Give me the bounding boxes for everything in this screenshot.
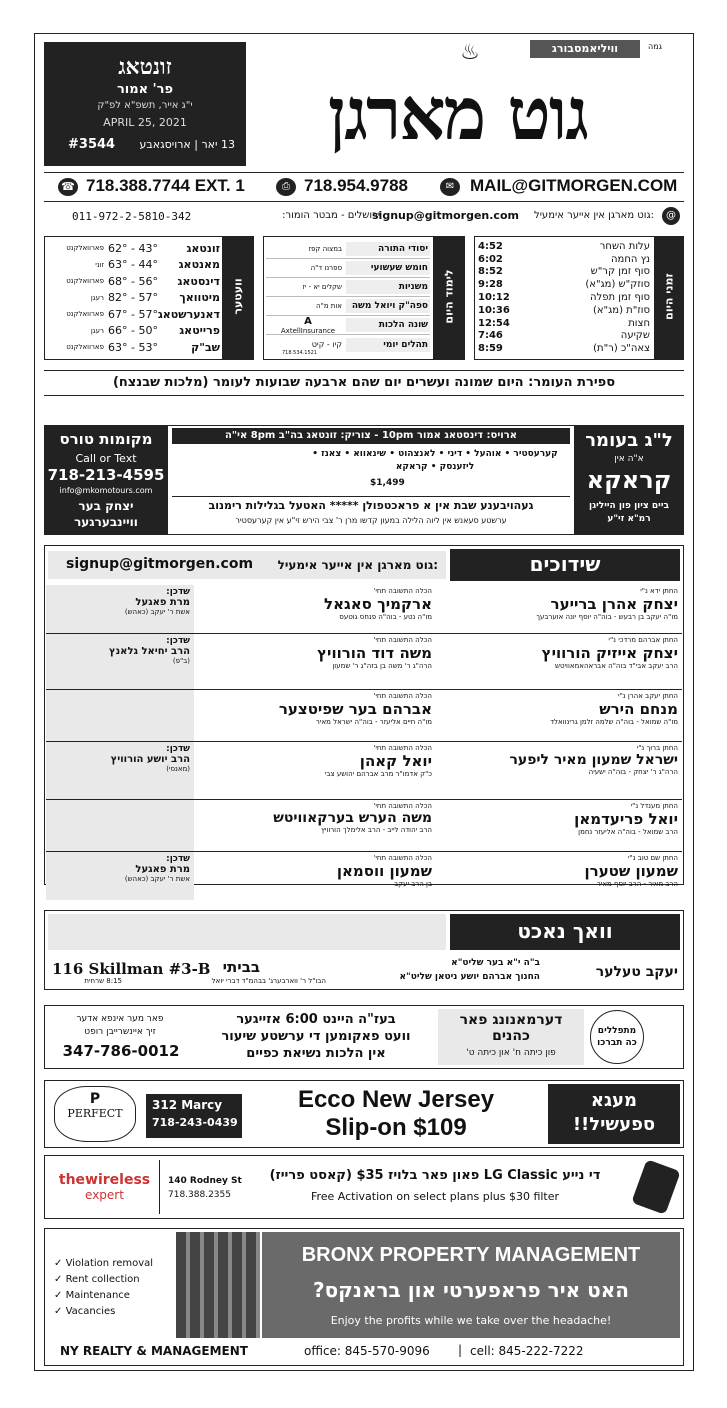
weather-temp: 67° - 57° [108,307,158,321]
sponsor-name: AxtellInsurance [280,326,336,335]
kallah-name: שמעון ווסמאן [336,862,432,880]
wireless-logo-1: thewireless [58,1172,151,1188]
weather-row [50,323,220,340]
zman-label: סוף זמן קר"ש [590,266,650,278]
shidduch-row [46,585,682,634]
kallah-name: משה דוד הורוויץ [317,644,432,662]
masthead-day: זונטאג [118,54,172,80]
kallah-sub: כ"ק אדמו"ר מרב אברהם יהושע צבי [324,770,432,778]
perfect-logo-text: PERFECT [67,1107,123,1120]
shadchan-sub: אשת ר' יעקב (כאהש) [124,608,190,616]
shadchan-name: הרב יושע הורוויץ [110,754,190,765]
weather-row [50,339,220,356]
shadchan-name: מרת פאגעל [135,597,190,608]
vach-nacht-line2: החנוך אברהם יושע ניטאן שליט"א [399,972,540,982]
weather-day: זונטאג [186,241,220,255]
property-list-label: Vacancies [65,1306,116,1317]
weather-desc: פארוואלקנט [66,277,104,286]
weather-desc: פארוואלקנט [66,244,104,253]
kallah-name: ארקמיך סאגאל [324,595,432,613]
limud-title: לימוד היום [442,269,456,324]
masthead-issue-suffix: 13 יאר | ארויסגאבע [139,138,235,151]
shoes-heb2: ספעשיל!! [572,1114,656,1135]
chosson-cell [436,852,682,900]
kallah-name: אברהם בער שפיטצער [278,700,432,718]
weather-row [50,306,220,323]
chosson-name: יצחק אייזיק הורוויץ [541,644,678,662]
zman-time: 7:46 [478,330,503,342]
weather-desc: פארוואלקנט [66,343,104,352]
weather-day: מיטוואך [179,291,220,305]
perfect-p-icon: P [89,1091,101,1107]
zmanim-row [478,240,650,253]
zman-time: 4:52 [478,240,503,252]
masthead-issue: #3544 [68,137,116,152]
shidduch-row [46,800,682,852]
vach-nacht-time: 8:15 שרחית [84,977,122,985]
sponsor-phone: 718.534.1521 [282,350,317,356]
shidduch-row [46,634,682,690]
kohanim-phone[interactable]: 347-786-0012 [62,1042,180,1060]
weather-desc: פארוואלקנט [66,310,104,319]
zmanim-rows [478,240,650,355]
chosson-label: החתן מענדל נ"י [630,802,678,810]
chosson-name: שמעון שטערן [584,862,678,880]
limud-value: אות מ"ה [316,302,342,310]
chosson-label: החתן שם טוב נ"י [627,854,678,862]
shoes-phone[interactable]: 718-243-0439 [152,1116,238,1129]
zmanim-title: זמני היום [662,273,676,320]
limud-value: קיו - קיט [311,340,342,349]
kohanim-right1: פאר מער אינפא אדער [76,1014,164,1024]
weather-temp: 66° - 50° [108,324,158,338]
property-list-item [54,1306,174,1322]
contact-phone[interactable]: 718.388.7744 EXT. 1 [86,176,245,195]
chosson-name: יואל פריעדמאן [574,810,678,828]
masthead-parsha: פר' אמור [116,82,174,97]
shidduch-row [46,852,682,900]
mail-icon: ✉ [440,178,460,196]
chosson-cell [436,800,682,851]
wireless-logo [50,1160,160,1214]
property-list-item [54,1290,174,1306]
masthead-logo: גוט מארגן [327,71,588,156]
zman-label: נץ החמה [611,253,650,265]
kallah-sub: הרה"ג ר' משה בן בזה"ג ר' שמעון [332,662,432,670]
weather-desc: רעגן [90,326,104,335]
shadchan-label: שדכן: [166,744,190,754]
shadchan-cell [46,800,194,851]
limud-rows [266,240,430,354]
tour-call: Call or Text [75,452,137,465]
kallah-cell [194,585,436,633]
limud-row [266,278,430,297]
zman-time: 10:12 [478,292,510,304]
zman-time: 12:54 [478,317,510,329]
weather-day: דאנערשטאג [157,307,220,321]
kallah-label: הכלה התשובה תחי' [373,636,432,644]
zman-time: 10:36 [478,304,510,316]
shadchan-cell [46,585,194,633]
limud-row [266,297,430,316]
lag-price: $1,499 [370,478,405,488]
weather-title: וועטער [231,278,245,315]
zman-time: 6:02 [478,253,503,265]
kallah-cell [194,634,436,689]
masthead-mark: גמה [648,42,662,51]
building-photo [176,1232,260,1338]
check-icon: ✓ [54,1290,66,1301]
vach-nacht-title: וואך נאכט [517,919,613,943]
tour-contact: יצחק בער וויינבערגער [74,499,138,529]
zman-label: צאה"כ (ר"ת) [593,343,650,355]
zmanim-row [478,342,650,355]
shoes-title1: Ecco New Jersey [297,1086,495,1113]
lag-heading: ל"ג בעומר [585,430,673,451]
limud-value: שקלים יא - יז [302,283,342,291]
sponsor-logo-icon: A [304,315,312,327]
kallah-label: הכלה התשובה תחי' [373,587,432,595]
lag-bottom2: ערשטע סעאנש אין ליוה הלילה במעון קדשו מרן ר' צבי הירש זי"ע אין קערעסטיר [235,516,507,525]
limud-label: חומש שעשועי [346,261,430,275]
shidduch-row [46,690,682,742]
chosson-sub: מו"ה שמואל - בוה"ה שלמה זלמן גרינוואלד [550,718,678,726]
property-cell[interactable]: cell: 845-222-7222 [470,1344,584,1358]
kallah-label: הכלה התשובה תחי' [373,802,432,810]
signup-label: :גוט מארגן אין אייער אימעיל [534,210,654,221]
check-icon: ✓ [54,1306,66,1317]
kallah-cell [194,800,436,851]
at-icon: @ [662,207,680,225]
kallah-label: הכלה התשובה תחי' [373,692,432,700]
vach-nacht-detail: הבו"ל ר' ווארבערג' בבהמ"ד דברי יואל [211,977,326,985]
limud-value: במצוה קפז [308,245,342,253]
weather-row [50,273,220,290]
shoes-title2: Slip-on $109 [325,1114,467,1141]
israel-label: ירושלים - מבטר הומור: [282,210,380,221]
shidduchim-title: שידוכים [529,552,601,576]
contact-email[interactable]: MAIL@GITMORGEN.COM [470,176,678,195]
kohanim-main1: בעז"ה היינט 6:00 אזייגער [236,1012,396,1027]
zmanim-row [478,278,650,291]
weather-temp: 63° - 53° [108,340,158,354]
weather-temp: 82° - 57° [108,291,158,305]
kohanim-right2: זיך איינשרייבן רופט [84,1027,156,1037]
zman-label: סוז"ת (מג"א) [592,304,650,316]
limud-label: משניות [346,280,430,294]
zman-label: חצות [628,317,650,329]
shadchan-sub: (ב"פ) [172,657,190,665]
kohanim-main2: וועט פאקומען די ערשטע שיעור [221,1029,411,1044]
property-tagline: Enjoy the profits while we take over the headache! [330,1314,612,1327]
shadchan-sub: אשת ר' יעקב (כאהש) [124,875,190,883]
property-list-label: Maintenance [65,1290,130,1301]
kallah-cell [194,690,436,741]
fax-icon: ⎙ [276,178,296,196]
shadchan-cell [46,634,194,689]
shidduch-row [46,742,682,800]
property-office[interactable]: office: 845-570-9096 [304,1344,430,1358]
weather-desc: זוני [95,260,104,269]
zmanim-row [478,304,650,317]
property-company: NY REALTY & MANAGEMENT [60,1344,248,1358]
steam-icon: ♨ [460,40,480,65]
zman-label: שקיעה [620,330,650,342]
property-heb: האט איר פראפערטי און בראנקס? [312,1278,630,1302]
weather-row [50,257,220,274]
kallah-cell [194,852,436,900]
shadchan-cell [46,742,194,799]
chosson-name: יצחק אהרן ברייער [550,595,678,613]
weather-row [50,240,220,257]
kallah-sub: הרב יהודה לייב - הרב אלימלך הורוויץ [321,826,432,834]
contact-fax[interactable]: 718.954.9788 [304,176,408,195]
shidduchim-signup-email[interactable]: signup@gitmorgen.com [66,556,254,572]
property-list-label: Rent collection [65,1274,140,1285]
shadchan-label: שדכן: [166,587,190,597]
shadchan-cell [46,852,194,900]
shadchan-name: מרת פאגעל [135,864,190,875]
chosson-name: ישראל שמעון מאיר ליפער [509,752,678,768]
kohanim-logo-text: מתפללים כה תברכו [597,1026,637,1048]
chosson-label: החתן אברהם מרדכי נ"י [608,636,678,644]
israel-phone[interactable]: 011-972-2-5810-342 [72,210,192,223]
weather-row [50,290,220,307]
kohanim-sub: פון כיתה ח' און כיתה ט' [466,1048,556,1058]
zmanim-row [478,330,650,343]
property-list-item [54,1258,174,1274]
weather-temp: 68° - 56° [108,274,158,288]
masthead-eng-date: APRIL 25, 2021 [103,116,187,129]
kallah-sub: מו"ה חיים אליעזר - בוה"ה ישראל מאיר [315,718,432,726]
lag-visit: ביים ציון פון הייליגן רמ"א זי"ע [589,501,669,524]
tour-title: מקומות טורס [59,430,153,448]
lag-place: קראקא [586,466,672,494]
property-divider: | [458,1343,463,1357]
tour-email[interactable]: info@mkomotours.com [59,486,153,495]
lag-subline: א"ה אין [614,454,644,464]
zmanim-row [478,266,650,279]
weather-day: שב"ק [191,340,220,354]
kohanim-title: דערמאנונג פאר כהנים [459,1012,563,1044]
phone-icon: ☎ [58,178,78,196]
zman-label: סוף זמן תפלה [590,292,650,304]
chosson-sub: הרב שמואל - בוה"ה אליעזר נחמן [578,828,678,836]
limud-label: שונה הלכות [346,318,430,332]
wireless-phone[interactable]: 718.388.2355 [168,1190,231,1200]
shadchan-label: שדכן: [166,854,190,864]
limud-row [266,259,430,278]
kallah-sub: בן הרב יעקב [394,880,432,888]
check-icon: ✓ [54,1258,66,1269]
weather-rows [50,240,220,356]
wireless-logo-2: expert [85,1188,124,1202]
shidduchim-signup-label: :גוט מארגן אין אייער אימעיל [277,558,438,572]
wireless-address: 140 Rodney St [168,1176,242,1186]
limud-label: ספה"ק ויואל משה [346,299,430,313]
weather-temp: 62° - 43° [108,241,158,255]
zmanim-row [478,317,650,330]
chosson-cell [436,690,682,741]
kallah-name: יואל קאהן [359,752,432,770]
vach-nacht-line1: ב"ה י"א בער שליט"א [451,958,540,968]
weather-day: מאנטאג [178,258,220,272]
kallah-cell [194,742,436,799]
kallah-label: הכלה התשובה תחי' [373,744,432,752]
kohanim-main3: אין הלכות נשיאת כפיים [246,1046,386,1061]
chosson-cell [436,742,682,799]
shadchan-sub: (מאנסי) [166,765,190,773]
zman-label: עלות השחר [599,240,650,252]
chosson-sub: מו"ה יעקב בן רבעש - בוה"ה יוסף יונה אוערבעך [536,613,678,621]
weather-day: פרייטאג [179,324,220,338]
chosson-label: החתן ידא נ"י [640,587,678,595]
shadchan-name: הרב יחיאל גלאנץ [109,646,190,657]
wireless-sub: Free Activation on select plans plus $30 filter [310,1190,560,1203]
shadchan-label: שדכן: [166,636,190,646]
check-icon: ✓ [54,1274,66,1285]
limud-row [266,240,430,259]
masthead-heb-date: י"ג אייר, תשפ"א לפ"ק [97,100,193,111]
chosson-cell [436,585,682,633]
property-list-label: Violation removal [65,1258,154,1269]
shoes-heb1: מעגא [590,1090,638,1111]
shoes-address: 312 Marcy [152,1098,223,1112]
lag-stops: קערעסטיר • אוהעל • דיני • לאנצהוט • שינאווא • צאנז • ליזענסק • קראקא [312,449,558,472]
zman-time: 9:28 [478,279,503,291]
kallah-label: הכלה התשובה תחי' [373,854,432,862]
chosson-label: החתן ברוך נ"י [636,744,678,752]
weather-temp: 63° - 44° [108,258,158,272]
chosson-name: מנחם הירש [599,700,678,718]
shadchan-cell [46,690,194,741]
zman-label: סוזק"ש (מג"א) [585,279,650,291]
lag-times: ארויס: דינסטאג אמור 10pm - צוריק: זונטאג בה"ב 8pm אי"ה [172,428,570,444]
vach-nacht-at-home: בביתי [222,958,260,976]
limud-sponsor [276,316,346,335]
zman-time: 8:59 [478,343,503,355]
chosson-label: החתן יעקב אהרן נ"י [618,692,678,700]
zmanim-row [478,253,650,266]
vach-nacht-grey-bar [48,914,446,950]
signup-email[interactable]: signup@gitmorgen.com [372,209,519,222]
chosson-sub: הרב יעקב אבי"ד בוה"ה אבראהאמאוויטש [554,662,678,670]
limud-value: ספרנו ד"ה [310,264,342,272]
chosson-sub: הרב מאיר - הרב יוסף מאיר [596,880,678,888]
weather-desc: רעגן [90,293,104,302]
limud-label: יסודי התורה [346,242,430,256]
lag-bottom1: געהויבענע שבת אין א פראכטפולן ***** האטעל בגלילות רימנוב [172,496,570,512]
weather-day: דינסטאג [177,274,220,288]
chosson-cell [436,634,682,689]
shidduchim-rows [46,585,682,900]
kallah-sub: מו"ה נטע - בוה"ה פנחס גוטעס [339,613,432,621]
wireless-title: די נייע LG Classic פאון פאר בלויז $35 (קאסט פרייז) [269,1168,601,1183]
zmanim-row [478,291,650,304]
kallah-name: משה הערש בערקאוויטש [273,810,432,826]
zman-time: 8:52 [478,266,503,278]
vach-nacht-host: יעקב טעלער [595,964,678,980]
masthead-tag: וויליאמסבורג [530,40,640,58]
kohanim-logo [590,1010,644,1064]
property-list [54,1258,174,1322]
perfect-logo [54,1086,136,1142]
property-list-item [54,1274,174,1290]
limud-row [266,316,430,335]
vach-nacht-address: 116 Skillman #3-B [52,960,211,978]
property-title: BRONX PROPERTY MANAGEMENT [301,1244,641,1266]
chosson-sub: הרה"ג ר' יצחק - בוה"ה ישעיה [588,768,678,776]
tour-phone[interactable]: 718-213-4595 [47,466,165,484]
limud-label: תהלים יומי [346,338,430,352]
sefira-line: ספירת העומר: היום שמונה ועשרים יום שהם ארבעה שבועות לעומר (מלכות שבנצח) [44,370,684,396]
